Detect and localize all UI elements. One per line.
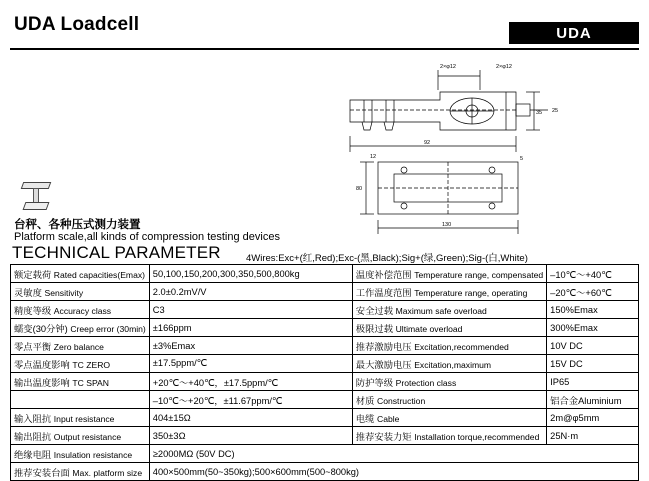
spec-label-cn: 极限过载 [355,323,393,334]
spec-value-right: 25N·m [547,427,639,445]
svg-text:2×φ12: 2×φ12 [496,64,512,70]
spec-label-left [11,301,150,319]
page-title: UDA Loadcell [14,14,140,35]
table-row [11,265,639,283]
spec-label-en: Excitation,maximum [414,359,492,370]
spec-label-cn: 灵敏度 [14,287,42,298]
spec-label-cn: 最大激励电压 [355,359,412,370]
spec-table-body [11,265,639,481]
spec-label-left [11,337,150,355]
table-row [11,319,639,337]
spec-label-left [11,463,150,481]
spec-label-right [352,283,546,301]
spec-label-en: TC SPAN [72,377,109,388]
spec-label-left [11,283,150,301]
spec-value-right: 15V DC [547,355,639,373]
spec-label-en: Ultimate overload [395,323,463,334]
spec-label-cn: 输出阻抗 [14,431,52,442]
spec-label-left [11,445,150,463]
spec-value-right: 铝合金Aluminium [547,391,639,409]
svg-text:92: 92 [424,140,431,146]
spec-label-cn: 推荐安装力矩 [355,431,412,442]
spec-value-right: –10℃～+40℃ [547,265,639,283]
spec-label-cn: 精度等级 [14,305,52,316]
table-row [11,337,639,355]
spec-value-left: +20℃～+40℃，±17.5ppm/℃ [149,373,352,391]
spec-label-cn: 防护等级 [355,377,393,388]
spec-label-left [11,391,150,409]
spec-label-right [352,301,546,319]
spec-label-cn: 推荐安装台面 [14,467,70,478]
spec-label-en: Cable [377,413,400,424]
spec-label-right [352,427,546,445]
spec-label-en: Accuracy class [53,305,112,316]
scale-base-shape [23,202,50,210]
spec-label-cn: 材质 [355,395,375,406]
spec-label-cn: 温度补偿范围 [355,269,412,280]
spec-label-left [11,409,150,427]
spec-label-cn: 零点平衡 [14,341,52,352]
spec-label-en: Input resistance [53,413,115,424]
spec-label-cn: 工作温度范围 [355,287,412,298]
svg-text:80: 80 [356,186,363,192]
specifications-table [10,264,639,481]
spec-label-en: Excitation,recommended [414,341,509,352]
illustration-caption-en: Platform scale,all kinds of compression testing devices [14,231,280,243]
svg-text:25: 25 [552,108,559,114]
header-divider [10,48,639,50]
spec-value-left: 50,100,150,200,300,350,500,800kg [149,265,352,283]
spec-value-right: 300%Emax [547,319,639,337]
spec-label-cn: 安全过载 [355,305,393,316]
table-row [11,355,639,373]
spec-label-left [11,319,150,337]
spec-label-en: Creep error (30min) [70,323,146,334]
table-row [11,373,639,391]
illustration-caption-cn: 台秤、各种压式测力装置 [14,219,141,231]
spec-label-en: Protection class [395,377,457,388]
spec-label-en: Zero balance [53,341,104,352]
spec-label-right [352,373,546,391]
spec-label-cn: 电缆 [355,413,375,424]
spec-value-left: ±17.5ppm/℃ [149,355,352,373]
svg-text:130: 130 [442,222,452,228]
table-row [11,427,639,445]
spec-value-left: ≥2000MΩ (50V DC) [149,445,638,463]
spec-value-left: 400×500mm(50~350kg);500×600mm(500~800kg) [149,463,638,481]
spec-value-right: 2m@φ5mm [547,409,639,427]
table-row [11,463,639,481]
table-row [11,301,639,319]
spec-value-left: 404±15Ω [149,409,352,427]
spec-label-left [11,265,150,283]
spec-value-left: –10℃～+20℃，±11.67ppm/℃ [149,391,352,409]
spec-label-right [352,265,546,283]
drawing-svg [320,56,642,244]
spec-value-right: 10V DC [547,337,639,355]
spec-label-cn: 输出温度影响 [14,377,70,388]
svg-text:2×φ12: 2×φ12 [440,64,456,70]
spec-label-en: Max. platform size [72,467,143,478]
table-row [11,391,639,409]
spec-value-right: –20℃～+60℃ [547,283,639,301]
spec-value-right: 150%Emax [547,301,639,319]
spec-label-en: Output resistance [53,431,122,442]
spec-value-left: 350±3Ω [149,427,352,445]
spec-value-right: IP65 [547,373,639,391]
spec-label-en: Temperature range, operating [414,287,528,298]
loadcell-dimension-drawing [320,56,642,244]
spec-label-right [352,409,546,427]
spec-label-en: Construction [377,395,426,406]
spec-label-cn: 绝缘电阻 [14,449,52,460]
spec-label-right [352,319,546,337]
spec-label-left [11,355,150,373]
model-badge: UDA [509,22,639,44]
table-row [11,445,639,463]
platform-scale-icon [22,182,52,214]
spec-label-en: TC ZERO [72,359,111,370]
spec-label-left [11,373,150,391]
svg-text:35: 35 [536,110,543,116]
spec-label-en: Sensitivity [44,287,84,298]
table-row [11,283,639,301]
svg-text:5: 5 [520,156,524,162]
spec-label-right [352,355,546,373]
svg-text:12: 12 [370,154,377,160]
spec-label-en: Temperature range, compensated [414,269,544,280]
spec-value-left: C3 [149,301,352,319]
spec-label-cn: 零点温度影响 [14,359,70,370]
spec-label-en: Insulation resistance [53,449,133,460]
spec-value-left: ±3%Emax [149,337,352,355]
spec-label-cn: 蠕变(30分钟) [14,323,68,334]
spec-label-right [352,337,546,355]
spec-label-cn: 输入阻抗 [14,413,52,424]
table-row [11,409,639,427]
technical-parameter-heading: TECHNICAL PARAMETER [12,243,221,262]
spec-label-cn: 额定载荷 [14,269,52,280]
spec-label-cn: 推荐激励电压 [355,341,412,352]
spec-label-en: Maximum safe overload [395,305,487,316]
wire-color-note: 4Wires:Exc+(红,Red);Exc-(黑,Black);Sig+(绿,Green);Sig-(白,White) [246,253,528,264]
spec-value-left: 2.0±0.2mV/V [149,283,352,301]
spec-label-en: Installation torque,recommended [414,431,540,442]
spec-label-en: Rated capacities(Emax) [53,269,146,280]
spec-value-left: ±166ppm [149,319,352,337]
spec-label-left [11,427,150,445]
spec-label-right [352,391,546,409]
